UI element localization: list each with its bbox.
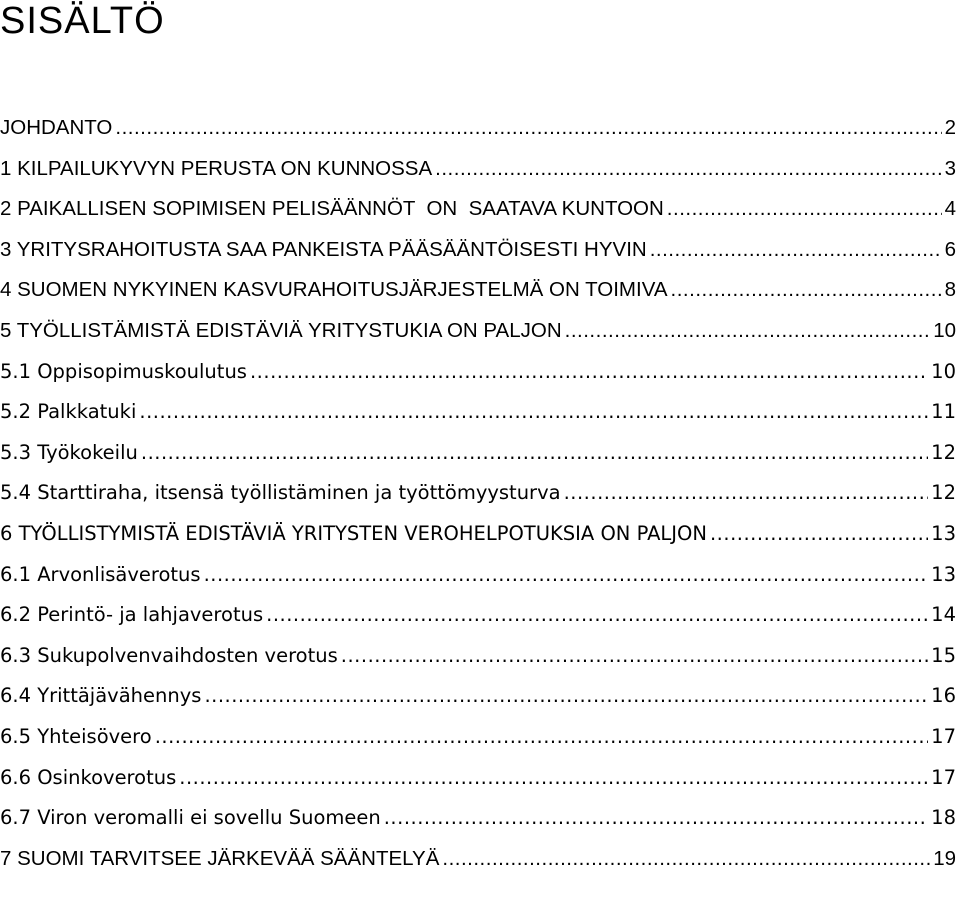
toc-dot-leader [139,392,928,433]
toc-page-number: 17 [931,724,956,748]
toc-entry-title: 5.1 Oppisopimuskoulutus [0,359,247,383]
toc-entry-title: 7 SUOMI TARVITSEE JÄRKEVÄÄ SÄÄNTELYÄ [0,846,440,870]
toc-page-number: 10 [933,318,956,342]
toc-page-number: 11 [931,400,956,424]
toc-dot-leader [250,352,928,393]
toc-dot-leader [564,473,929,514]
page-title: SISÄLTÖ [0,0,165,42]
toc-entry[interactable] [0,392,956,433]
toc-entry-title: 5.2 Palkkatuki [0,400,137,424]
toc-entry[interactable] [0,149,956,190]
toc-entry-title: 2 PAIKALLISEN SOPIMISEN PELISÄÄNNÖT ON SAATAVA KUNTOON [0,197,664,221]
toc-dot-leader [667,189,942,230]
toc-page-number: 16 [931,684,956,708]
toc-dot-leader [204,555,929,596]
toc-entry[interactable] [0,230,956,271]
toc-entry-title: 6.2 Perintö- ja lahjaverotus [0,603,264,627]
toc-dot-leader [141,433,928,474]
toc-page-number: 14 [931,603,956,627]
toc-entry[interactable] [0,717,956,758]
toc-page-number: 12 [931,440,956,464]
toc-dot-leader [565,311,931,352]
toc-entry-title: 4 SUOMEN NYKYINEN KASVURAHOITUSJÄRJESTELMÄ ON TOIMIVA [0,278,668,302]
toc-page-number: 10 [931,359,956,383]
toc-page-number: 13 [931,521,956,545]
toc-page-number: 13 [931,562,956,586]
toc-dot-leader [435,149,941,190]
toc-entry[interactable] [0,352,956,393]
toc-entry-title: 6.5 Yhteisövero [0,724,152,748]
toc-entry[interactable] [0,839,956,880]
toc-dot-leader [442,839,930,880]
toc-entry-title: 6 TYÖLLISTYMISTÄ EDISTÄVIÄ YRITYSTEN VEROHELPOTUKSIA ON PALJON [0,521,707,545]
toc-page-number: 17 [931,765,956,789]
toc-page-number: 2 [944,116,956,139]
toc-dot-leader [115,108,941,149]
toc-entry-title: 5.3 Työkokeilu [0,440,138,464]
toc-entry-title: 3 YRITYSRAHOITUSTA SAA PANKEISTA PÄÄSÄÄNTÖISESTI HYVIN [0,237,647,261]
toc-page-number: 18 [931,806,956,830]
toc-dot-leader [155,717,928,758]
toc-entry-title: 5.4 Starttiraha, itsensä työllistäminen ja työttömyysturva [0,481,561,505]
toc-dot-leader [204,676,928,717]
toc-entry-title: 1 KILPAILUKYVYN PERUSTA ON KUNNOSSA [0,156,433,180]
toc-entry[interactable] [0,555,956,596]
toc-entry[interactable] [0,676,956,717]
toc-entry[interactable] [0,433,956,474]
toc-page-number: 4 [944,197,956,221]
toc-dot-leader [384,798,928,839]
toc-dot-leader [671,270,942,311]
toc-dot-leader [266,595,928,636]
toc-entry-title: 6.1 Arvonlisäverotus [0,562,201,586]
toc-entry[interactable] [0,108,956,149]
toc-page-number: 15 [931,643,956,667]
toc-page-number: 6 [944,237,956,261]
toc-entry[interactable] [0,270,956,311]
toc-entry-title: 6.7 Viron veromalli ei sovellu Suomeen [0,806,381,830]
toc-entry[interactable] [0,636,956,677]
toc-entry[interactable] [0,595,956,636]
toc-page-number: 3 [944,156,956,180]
toc-entry[interactable] [0,311,956,352]
toc-dot-leader [179,758,928,799]
toc-page-number: 19 [933,846,956,870]
toc-entry[interactable] [0,514,956,555]
table-of-contents [0,108,956,879]
toc-entry[interactable] [0,473,956,514]
toc-entry-title: 6.4 Yrittäjävähennys [0,684,202,708]
toc-entry[interactable] [0,189,956,230]
toc-dot-leader [341,636,928,677]
toc-page-number: 12 [931,481,956,505]
toc-dot-leader [710,514,928,555]
toc-entry-title: 6.3 Sukupolvenvaihdosten verotus [0,643,338,667]
toc-dot-leader [650,230,942,271]
toc-entry[interactable] [0,758,956,799]
toc-entry-title: JOHDANTO [0,116,113,139]
toc-entry[interactable] [0,798,956,839]
toc-page-number: 8 [944,278,956,302]
toc-entry-title: 6.6 Osinkoverotus [0,765,177,789]
toc-entry-title: 5 TYÖLLISTÄMISTÄ EDISTÄVIÄ YRITYSTUKIA ON PALJON [0,318,562,342]
